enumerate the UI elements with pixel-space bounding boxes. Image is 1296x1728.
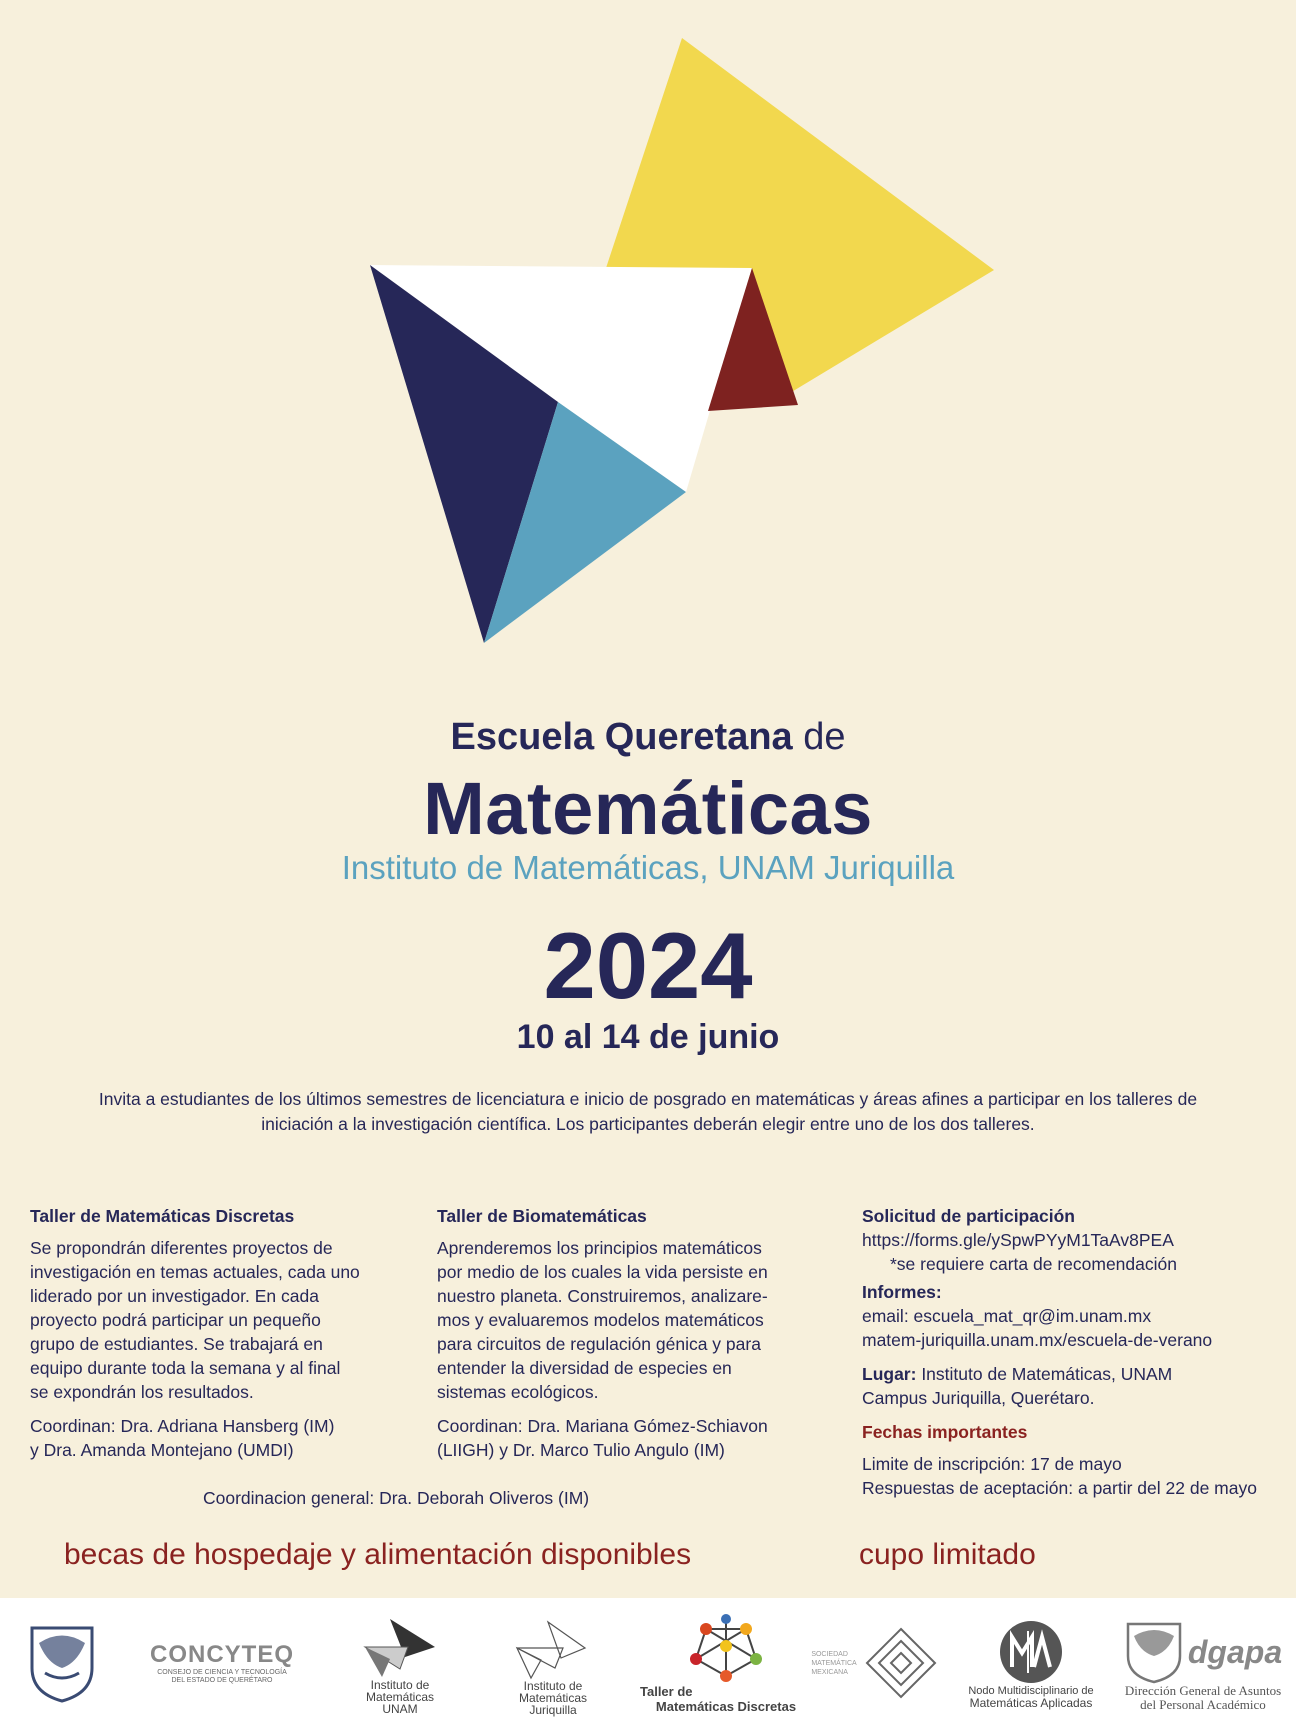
sponsor-footer: [0, 1598, 1296, 1728]
acceptance-date: Respuestas de aceptación: a partir del 22 de mayo: [862, 1478, 1257, 1498]
solicitud-label: Solicitud de participación: [862, 1206, 1075, 1226]
description-line: liderado por un investigador. En cada: [30, 1286, 319, 1306]
im-juriquilla-line: Instituto de: [523, 1679, 583, 1693]
intro-line: iniciación a la investigación científica. Los participantes deberán elegir entre uno de los dos talleres.: [261, 1114, 1035, 1134]
workshop-bio-description: [437, 1236, 797, 1404]
taller-md-logo: [636, 1610, 816, 1718]
triangle-logo: [360, 30, 1010, 660]
venue-line2: Campus Juriquilla, Querétaro.: [862, 1388, 1095, 1408]
website-link[interactable]: matem-juriquilla.unam.mx/escuela-de-verano: [862, 1330, 1213, 1350]
description-line: investigación en temas actuales, cada uno: [30, 1262, 360, 1282]
coordinator-line: (LIIGH) y Dr. Marco Tulio Angulo (IM): [437, 1440, 725, 1460]
smm-text: [811, 1650, 856, 1677]
description-line: equipo durante toda la semana y al final: [30, 1358, 341, 1378]
workshop-discrete-title: Taller de Matemáticas Discretas: [30, 1206, 295, 1226]
workshop-bio-coordinators: [437, 1414, 797, 1462]
workshop-discrete-description: [30, 1236, 390, 1404]
im-unam-logo: [340, 1616, 460, 1716]
unam-seal-small-icon: [1124, 1620, 1184, 1684]
unam-seal-icon: [27, 1623, 97, 1703]
im-unam-line: Instituto de: [370, 1678, 430, 1692]
workshop-discrete: [30, 1204, 390, 1472]
registration-deadline: Limite de inscripción: 17 de mayo: [862, 1454, 1122, 1474]
im-juriquilla-line: Juriquilla: [529, 1703, 577, 1717]
description-line: Se propondrán diferentes proyectos de: [30, 1238, 333, 1258]
concyteq-logo: [148, 1638, 296, 1688]
dgapa-wordmark: dgapa: [1187, 1633, 1283, 1670]
limited-spots-note: cupo limitado: [859, 1538, 1036, 1571]
im-triangles-icon: [360, 1617, 440, 1679]
intro-line: Invita a estudiantes de los últimos semestres de licenciatura e inicio de posgrado en matemáticas y áreas afines a participar en los talleres de: [98, 1089, 1198, 1109]
workshop-discrete-coordinators: [30, 1414, 390, 1462]
taller-md-line: Matemáticas Discretas: [655, 1699, 797, 1714]
coordinator-line: y Dra. Amanda Montejano (UMDI): [30, 1440, 294, 1460]
description-line: entender la diversidad de especies en: [437, 1358, 732, 1378]
smm-line: SOCIEDAD: [811, 1650, 848, 1658]
venue-value: Instituto de Matemáticas, UNAM: [916, 1364, 1173, 1384]
nodo-circle-icon: [998, 1619, 1064, 1685]
school-name: [0, 716, 1296, 759]
description-line: se expondrán los resultados.: [30, 1382, 254, 1402]
page-title: Matemáticas: [423, 767, 873, 850]
dgapa-logo: [1114, 1614, 1292, 1718]
concyteq-subtitle: CONSEJO DE CIENCIA Y TECNOLOGÍA: [157, 1669, 287, 1676]
workshop-bio: [437, 1204, 797, 1472]
event-dates: 10 al 14 de junio: [516, 1018, 780, 1056]
im-juriquilla-line: Matemáticas: [518, 1691, 588, 1705]
recommendation-note: *se requiere carta de recomendación: [890, 1254, 1177, 1274]
nodo-line: Nodo Multidisciplinario de: [968, 1685, 1094, 1697]
school-name-bold: Escuela Queretana: [450, 716, 793, 758]
description-line: por medio de los cuales la vida persiste en: [437, 1262, 768, 1282]
im-unam-line: UNAM: [382, 1702, 418, 1716]
smm-line: MEXICANA: [811, 1668, 848, 1676]
concyteq-subtitle: DEL ESTADO DE QUERÉTARO: [171, 1677, 273, 1684]
contact-email[interactable]: email: escuela_mat_qr@im.unam.mx: [862, 1306, 1152, 1326]
event-year: 2024: [543, 913, 753, 1018]
im-unam-line: Matemáticas: [365, 1690, 435, 1704]
coordinator-line: Coordinan: Dra. Adriana Hansberg (IM): [30, 1416, 335, 1436]
school-name-light: de: [792, 716, 846, 758]
institute-subtitle: Instituto de Matemáticas, UNAM Juriquilla: [341, 849, 955, 886]
dgapa-line: Dirección General de Asuntos: [1124, 1683, 1282, 1698]
im-outline-triangles-icon: [513, 1620, 593, 1680]
important-dates-label: Fechas importantes: [862, 1422, 1028, 1442]
venue-label: Lugar:: [862, 1364, 917, 1384]
informes-label: Informes:: [862, 1282, 942, 1302]
registration-link[interactable]: https://forms.gle/ySpwPYyM1TaAv8PEA: [862, 1230, 1174, 1250]
taller-md-line: Taller de: [640, 1684, 693, 1699]
description-line: proyecto podrá participar un pequeño: [30, 1310, 321, 1330]
intro-paragraph: [50, 1087, 1246, 1137]
general-coordination: Coordinacion general: Dra. Deborah Oliveros (IM): [203, 1488, 590, 1508]
description-line: Aprenderemos los principios matemáticos: [437, 1238, 762, 1258]
nodo-logo: [956, 1614, 1106, 1714]
description-line: para circuitos de regulación génica y para: [437, 1334, 761, 1354]
im-juriquilla-logo: [488, 1618, 618, 1718]
workshop-bio-title: Taller de Biomatemáticas: [437, 1206, 647, 1226]
description-line: mos y evaluaremos modelos matemáticos: [437, 1310, 764, 1330]
concyteq-wordmark: CONCYTEQ: [149, 1641, 294, 1668]
scholarships-note: becas de hospedaje y alimentación disponibles: [64, 1538, 692, 1571]
smm-diamond-icon: [863, 1625, 939, 1701]
nodo-line: Matemáticas Aplicadas: [969, 1696, 1093, 1710]
graph-network-icon: [686, 1614, 766, 1684]
description-line: grupo de estudiantes. Se trabajará en: [30, 1334, 323, 1354]
smm-logo: [810, 1620, 940, 1706]
dgapa-mark: [1124, 1620, 1282, 1684]
description-line: nuestro planeta. Construiremos, analizare-: [437, 1286, 768, 1306]
smm-line: MATEMÁTICA: [811, 1659, 857, 1667]
venue: [862, 1362, 1292, 1386]
description-line: sistemas ecológicos.: [437, 1382, 599, 1402]
coordinator-line: Coordinan: Dra. Mariana Gómez-Schiavon: [437, 1416, 768, 1436]
dgapa-line: del Personal Académico: [1140, 1697, 1266, 1712]
unam-logo: [22, 1620, 102, 1706]
info-column: [862, 1204, 1292, 1500]
